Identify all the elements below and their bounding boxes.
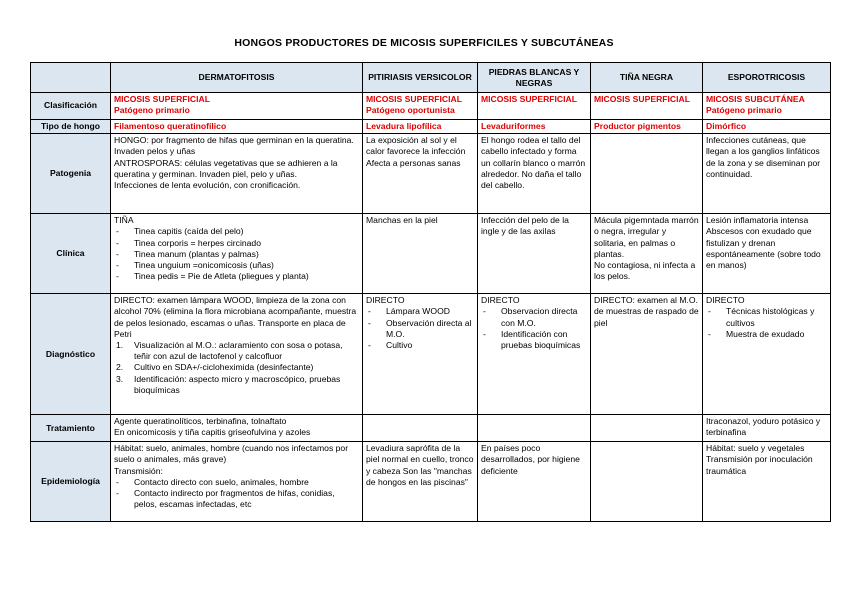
dash-marker: - bbox=[116, 260, 119, 271]
cell-patogenia-espo: Infecciones cutáneas, que llegan a los ganglios linfáticos de la zona y se diseminan por continuidad. bbox=[703, 134, 831, 214]
cell-clasificacion-tina bbox=[591, 93, 703, 120]
document-title: HONGOS PRODUCTORES DE MICOSIS SUPERFICILES Y SUBCUTÁNEAS bbox=[234, 37, 614, 49]
list-item-text: Identificación con pruebas bioquímicas bbox=[501, 328, 581, 351]
paragraph: Mácula pigemntada marrón o negra, irregular y solitaria, en palmas o plantas. bbox=[594, 215, 699, 259]
dash-marker: - bbox=[483, 328, 486, 339]
classification-text: MICOSIS SUPERFICIAL bbox=[594, 94, 690, 104]
number-marker: 1. bbox=[116, 340, 124, 351]
paragraph: DIRECTO bbox=[481, 295, 520, 306]
list-item bbox=[114, 340, 359, 362]
row-epidemiologia bbox=[31, 442, 831, 522]
paragraph: No contagiosa, ni infecta a los pelos. bbox=[594, 260, 696, 282]
row-label: Tratamiento bbox=[31, 415, 111, 442]
paragraph: DIRECTO bbox=[366, 295, 405, 306]
col-header-piedras: PIEDRAS BLANCAS Y NEGRAS bbox=[478, 63, 591, 93]
diagnosis-steps-list bbox=[114, 340, 359, 396]
list-item bbox=[114, 362, 359, 373]
dash-marker: - bbox=[116, 237, 119, 248]
paragraph: HONGO: por fragmento de hifas que germinan en la queratina. Invaden pelos y uñas bbox=[114, 135, 354, 157]
cell-diagnostico-espo bbox=[703, 294, 831, 415]
row-label: Patogenia bbox=[31, 134, 111, 214]
col-header-tina-negra: TIÑA NEGRA bbox=[591, 63, 703, 93]
pathogen-text: Patógeno oportunista bbox=[366, 105, 455, 116]
list-item-text: Tinea pedis = Pie de Atleta (pliegues y planta) bbox=[134, 271, 309, 282]
dash-marker: - bbox=[368, 317, 371, 328]
header-row bbox=[31, 63, 831, 93]
diagnosis-list bbox=[481, 306, 587, 351]
list-item bbox=[366, 306, 474, 317]
list-item-text: Lámpara WOOD bbox=[386, 306, 450, 317]
list-item-text: Visualización al M.O.: aclaramiento con sosa o potasa, teñir con azul de lactofenol y calcofluor bbox=[134, 340, 343, 362]
classification-text: MICOSIS SUBCUTÁNEA bbox=[706, 94, 805, 104]
classification-text: MICOSIS SUPERFICIAL bbox=[114, 94, 210, 104]
classification-text: MICOSIS SUPERFICIAL bbox=[366, 94, 462, 104]
list-item bbox=[481, 306, 587, 328]
paragraph: Afecta a personas sanas bbox=[366, 157, 461, 168]
list-item bbox=[114, 260, 359, 271]
list-item-text: Contacto indirecto por fragmentos de hifas, conidias, pelos, escamas infectadas, etc bbox=[134, 488, 335, 510]
cell-tratamiento-espo: Itraconazol, yoduro potásico y terbinafina bbox=[703, 415, 831, 442]
list-item bbox=[114, 488, 359, 510]
cell-clinica-espo bbox=[703, 214, 831, 294]
row-label: Epidemiología bbox=[31, 442, 111, 522]
list-item-text: Tinea unguium =onicomicosis (uñas) bbox=[134, 260, 274, 271]
cell-patogenia-derm bbox=[111, 134, 363, 214]
cell-patogenia-pied: El hongo rodea el tallo del cabello infectado y forma un collarín blanco o marrón alrededor. No daña el tallo del cabello. bbox=[478, 134, 591, 214]
diagnosis-list bbox=[366, 306, 474, 351]
dash-marker: - bbox=[368, 340, 371, 351]
dash-marker: - bbox=[116, 226, 119, 237]
diagnosis-list bbox=[706, 306, 827, 340]
list-item-text: Observacion directa con M.O. bbox=[501, 306, 578, 328]
paragraph: TIÑA bbox=[114, 215, 134, 226]
paragraph: En onicomicosis y tiña capitis griseofulvina y azoles bbox=[114, 427, 311, 438]
cell-epidemiologia-derm bbox=[111, 442, 363, 522]
col-header-dermatofitosis: DERMATOFITOSIS bbox=[111, 63, 363, 93]
cell-epidemiologia-espo bbox=[703, 442, 831, 522]
row-diagnostico bbox=[31, 294, 831, 415]
cell-epidemiologia-tina bbox=[591, 442, 703, 522]
cell-epidemiologia-piti: Levadiura saprófita de la piel normal en cuello, tronco y cabeza Son las "manchas de hongos en las piscinas" bbox=[363, 442, 478, 522]
dash-marker: - bbox=[708, 306, 711, 317]
paragraph: Lesión inflamatoria intensa bbox=[706, 215, 809, 226]
cell-clinica-piti: Manchas en la piel bbox=[363, 214, 478, 294]
cell-epidemiologia-pied: En países poco desarrollados, por higiene deficiente bbox=[478, 442, 591, 522]
cell-diagnostico-tina: DIRECTO: examen al M.O. de muestras de raspado de piel bbox=[591, 294, 703, 415]
list-item bbox=[114, 374, 359, 396]
cell-tipo-tina: Productor pigmentos bbox=[591, 120, 703, 134]
cell-clinica-tina bbox=[591, 214, 703, 294]
row-patogenia bbox=[31, 134, 831, 214]
transmission-list bbox=[114, 477, 359, 511]
fungi-table bbox=[30, 62, 831, 522]
cell-clinica-derm bbox=[111, 214, 363, 294]
row-label: Clínica bbox=[31, 214, 111, 294]
cell-clasificacion-pied bbox=[478, 93, 591, 120]
list-item-text: Observación directa al M.O. bbox=[386, 317, 472, 339]
list-item-text: Identificación: aspecto micro y macroscópico, pruebas bioquímicas bbox=[134, 373, 341, 395]
list-item-text: Tinea corporis = herpes circinado bbox=[134, 237, 261, 248]
paragraph: Abscesos con exudado que fistulizan y drenan espontáneamente (sobre todo en manos) bbox=[706, 226, 821, 271]
list-item bbox=[706, 329, 827, 340]
cell-clasificacion-piti bbox=[363, 93, 478, 120]
cell-tratamiento-piti bbox=[363, 415, 478, 442]
classification-text: MICOSIS SUPERFICIAL bbox=[481, 94, 577, 104]
cell-patogenia-piti bbox=[363, 134, 478, 214]
col-header-pitiriasis: PITIRIASIS VERSICOLOR bbox=[363, 63, 478, 93]
row-tipo bbox=[31, 120, 831, 134]
number-marker: 3. bbox=[116, 373, 124, 384]
paragraph: DIRECTO bbox=[706, 295, 745, 306]
dash-marker: - bbox=[708, 328, 711, 339]
tinea-list bbox=[114, 226, 359, 282]
list-item-text: Contacto directo con suelo, animales, hombre bbox=[134, 476, 309, 487]
col-header-esporotricosis: ESPOROTRICOSIS bbox=[703, 63, 831, 93]
pathogen-text: Patógeno primario bbox=[114, 105, 190, 116]
list-item bbox=[114, 238, 359, 249]
paragraph: Transmisión: bbox=[114, 465, 163, 476]
list-item-text: Cultivo en SDA+/-cicloheximida (desinfectante) bbox=[134, 362, 314, 373]
paragraph: Infecciones de lenta evolución, con cronificación. bbox=[114, 180, 301, 191]
cell-diagnostico-piti bbox=[363, 294, 478, 415]
corner-cell bbox=[31, 63, 111, 93]
list-item-text: Técnicas histológicas y cultivos bbox=[726, 306, 815, 328]
dash-marker: - bbox=[368, 306, 371, 317]
list-item bbox=[114, 477, 359, 488]
paragraph: La exposición al sol y el calor favorece la infección bbox=[366, 135, 466, 157]
dash-marker: - bbox=[116, 476, 119, 487]
list-item-text: Muestra de exudado bbox=[726, 328, 805, 339]
cell-tratamiento-derm bbox=[111, 415, 363, 442]
row-label: Diagnóstico bbox=[31, 294, 111, 415]
cell-clasificacion-derm bbox=[111, 93, 363, 120]
dash-marker: - bbox=[116, 488, 119, 499]
pathogen-text: Patógeno primario bbox=[706, 105, 782, 116]
row-tratamiento bbox=[31, 415, 831, 442]
cell-tratamiento-pied bbox=[478, 415, 591, 442]
row-label: Tipo de hongo bbox=[31, 120, 111, 134]
cell-tipo-pied: Levaduriformes bbox=[478, 120, 591, 134]
cell-tipo-espo: Dimórfico bbox=[703, 120, 831, 134]
row-label: Clasificación bbox=[31, 93, 111, 120]
paragraph: ANTROSPORAS: células vegetativas que se adhieren a la queratina y germinan. Invaden piel, pelo y uñas. bbox=[114, 157, 338, 179]
fungi-table-viewport bbox=[30, 62, 821, 530]
list-item-text: Cultivo bbox=[386, 340, 413, 351]
cell-diagnostico-derm bbox=[111, 294, 363, 415]
cell-diagnostico-pied bbox=[478, 294, 591, 415]
list-item-text: Tinea capitis (caída del pelo) bbox=[134, 226, 244, 237]
list-item bbox=[366, 318, 474, 340]
row-clinica bbox=[31, 214, 831, 294]
paragraph: Transmisión por inoculación traumática bbox=[706, 454, 813, 476]
cell-tipo-derm: Filamentoso queratinofílico bbox=[111, 120, 363, 134]
dash-marker: - bbox=[483, 306, 486, 317]
dash-marker: - bbox=[116, 271, 119, 282]
cell-tratamiento-tina bbox=[591, 415, 703, 442]
paragraph: Agente queratinolíticos, terbinafina, tolnaftato bbox=[114, 416, 287, 427]
paragraph: Hábitat: suelo, animales, hombre (cuando nos infectamos por suelo o animales, más grave) bbox=[114, 443, 349, 465]
cell-patogenia-tina bbox=[591, 134, 703, 214]
dash-marker: - bbox=[116, 248, 119, 259]
list-item bbox=[114, 226, 359, 237]
list-item bbox=[481, 329, 587, 351]
row-clasificacion bbox=[31, 93, 831, 120]
paragraph: Hábitat: suelo y vegetales bbox=[706, 443, 805, 454]
paragraph: DIRECTO: examen lámpara WOOD, limpieza de la zona con alcohol 70% (elimina la flora microbiana acompañante, muestra de pelos lesionado, escamas o uñas. Transporte en placa de Petri bbox=[114, 295, 357, 339]
number-marker: 2. bbox=[116, 362, 124, 373]
list-item bbox=[114, 271, 359, 282]
cell-clinica-pied: Infección del pelo de la ingle y de las axilas bbox=[478, 214, 591, 294]
cell-clasificacion-espo bbox=[703, 93, 831, 120]
list-item bbox=[114, 249, 359, 260]
list-item bbox=[366, 340, 474, 351]
cell-tipo-piti: Levadura lipofílica bbox=[363, 120, 478, 134]
list-item bbox=[706, 306, 827, 328]
list-item-text: Tinea manum (plantas y palmas) bbox=[134, 248, 259, 259]
